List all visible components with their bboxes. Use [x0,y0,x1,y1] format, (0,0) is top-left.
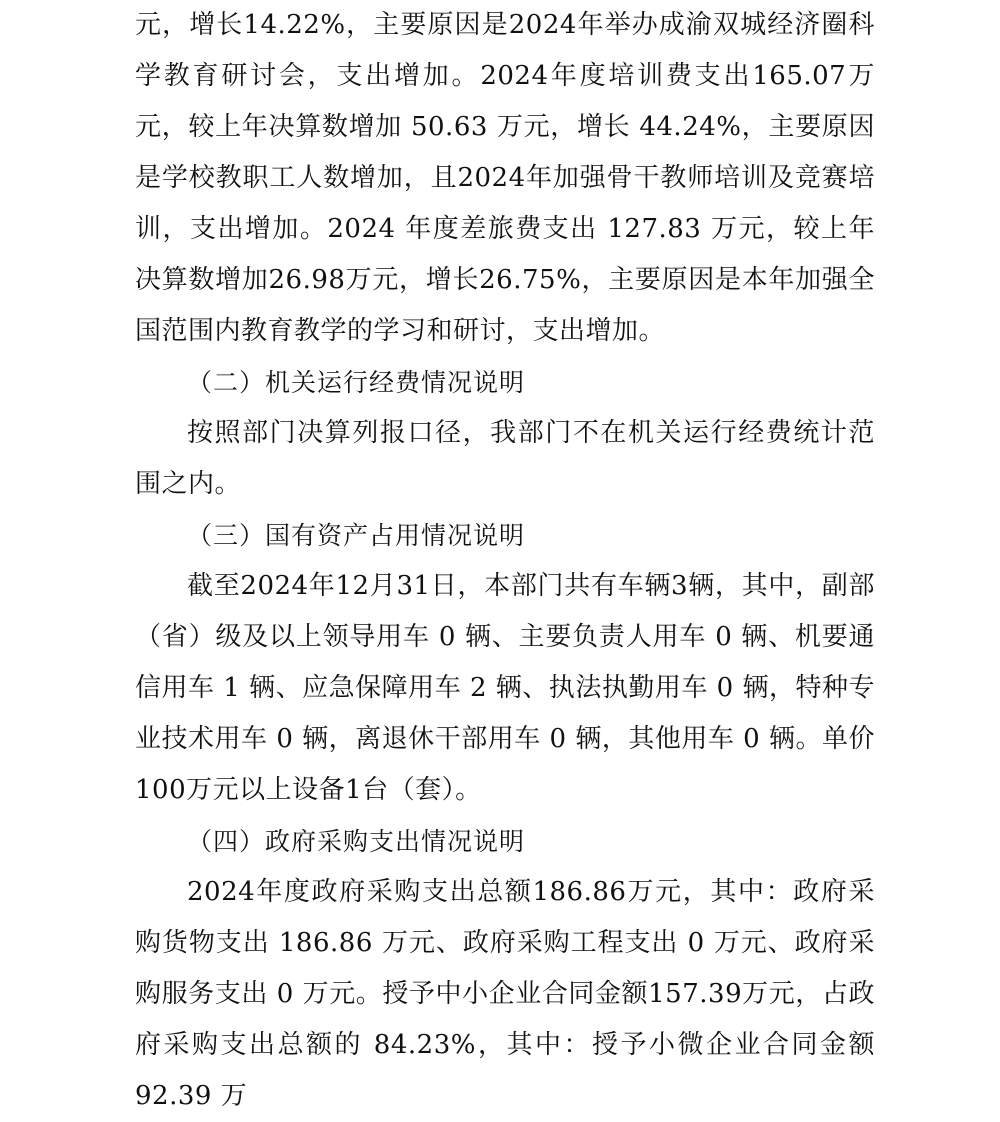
heading-operating-expenses: （二）机关运行经费情况说明 [187,368,526,397]
paragraph-state-assets: 截至2024年12月31日，本部门共有车辆3辆，其中，副部（省）级及以上领导用车 0 辆、主要负责人用车 0 辆、机要通信用车 1 辆、应急保障用车 2 辆、执法执勤用车 0 辆，特种专业技术用车 0 辆，离退休干部用车 0 辆，其他用车 0 辆。单价100万元以上设备1台（套）。 [135,571,875,805]
heading-government-procurement: （四）政府采购支出情况说明 [187,827,526,856]
paragraph-expense-details: 元，增长14.22%，主要原因是2024年举办成渝双城经济圈科学教育研讨会，支出增加。2024年度培训费支出165.07万元，较上年决算数增加 50.63 万元，增长 44.24%，主要原因是学校教职工人数增加，且2024年加强骨干教师培训及竞赛培训，支出增加。2024 年度差旅费支出 127.83 万元，较上年决算数增加26.98万元，增长26.75%，主要原因是本年加强全国范围内教育教学的学习和研讨，支出增加。 [135,10,875,346]
heading-state-assets: （三）国有资产占用情况说明 [187,521,526,550]
paragraph-operating-expenses: 按照部门决算列报口径，我部门不在机关运行经费统计范围之内。 [135,418,875,499]
paragraph-government-procurement: 2024年度政府采购支出总额186.86万元，其中：政府采购货物支出 186.86 万元、政府采购工程支出 0 万元、政府采购服务支出 0 万元。授予中小企业合同金额157.39万元，占政府采购支出总额的 84.23%，其中：授予小微企业合同金额 92.39 万 [135,877,875,1111]
document-body [135,0,875,1122]
